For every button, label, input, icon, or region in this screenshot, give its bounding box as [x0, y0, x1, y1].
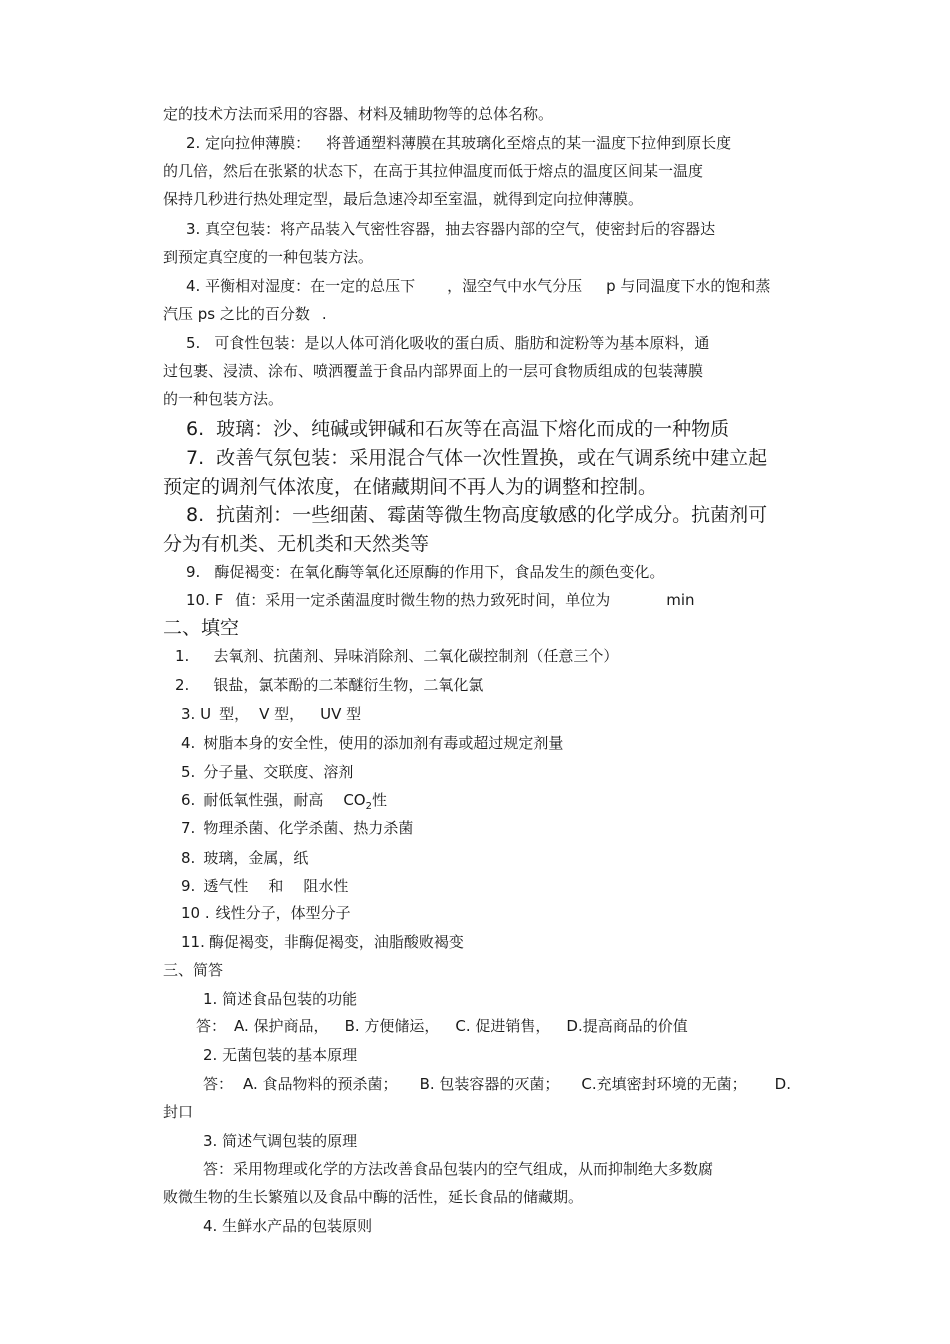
- definition-6-text: 玻璃：沙、纯碱或钾碱和石灰等在高温下熔化而成的一种物质: [216, 418, 730, 440]
- definition-5-line-3: 的一种包装方法。: [163, 390, 284, 408]
- fill-item-6: [181, 790, 387, 817]
- fill-item-5: [181, 762, 353, 782]
- fill-item-text: 树脂本身的安全性，使用的添加剂有毒或超过规定剂量: [203, 734, 564, 752]
- short-question-4: 4. 生鲜水产品的包装原则: [203, 1217, 373, 1235]
- fill-item-number: 4.: [181, 734, 196, 752]
- fill-item-2: [175, 675, 483, 695]
- fill-item-text: 性: [371, 791, 387, 809]
- fill-item-10: [181, 903, 351, 923]
- fill-section-heading: 二、填空: [163, 617, 240, 639]
- definition-10-term: 10. F: [186, 591, 224, 609]
- fill-item-number: 9.: [181, 877, 196, 895]
- fill-item-text: 银盐，氯苯酚的二苯醚衍生物，二氧化氯: [213, 676, 484, 694]
- short-question-2: 2. 无菌包装的基本原理: [203, 1046, 358, 1064]
- fill-item-number: 5.: [181, 763, 196, 781]
- definition-8-line-2: 分为有机类、无机类和天然类等: [163, 533, 430, 555]
- definition-7-text: 改善气氛包装：采用混合气体一次性置换，或在气调系统中建立起: [216, 447, 768, 469]
- short-question-3: 3. 简述气调包装的原理: [203, 1132, 358, 1150]
- answer-part: C.充填密封环境的无菌；: [581, 1075, 747, 1093]
- definition-2-line-1: [186, 133, 731, 153]
- definition-8-line-1: [186, 502, 767, 528]
- fill-item-number: 8.: [181, 849, 196, 867]
- definition-5-line-1: [186, 333, 709, 353]
- definition-2-line-2: 的几倍，然后在张紧的状态下，在高于其拉伸温度而低于熔点的温度区间某一温度: [163, 162, 704, 180]
- fill-item-text: 分子量、交联度、溶剂: [203, 763, 354, 781]
- fill-item-text: 物理杀菌、化学杀菌、热力杀菌: [203, 819, 414, 837]
- answer-part: D.提高商品的价值: [566, 1017, 688, 1035]
- fill-item-9: [181, 876, 348, 896]
- answer-label: 答：: [203, 1075, 234, 1093]
- definition-6-number: 6.: [186, 418, 205, 440]
- definition-9: [186, 562, 664, 582]
- definition-4-part-b: ，湿空气中水气分压: [447, 277, 583, 295]
- definition-3-line-1: 3. 真空包装：将产品装入气密性容器，抽去容器内部的空气，使密封后的容器达: [186, 220, 716, 238]
- co2-formula: CO: [343, 791, 366, 809]
- fill-item-11: [181, 932, 464, 952]
- fill-item-text: 线性分子，体型分子: [215, 904, 351, 922]
- answer-part: B. 包装容器的灭菌；: [419, 1075, 560, 1093]
- short-answer-2-line-2: 封口: [163, 1103, 194, 1121]
- definition-4-period: .: [321, 305, 327, 323]
- definition-4-line-1: [186, 276, 770, 296]
- fill-item-7: [181, 818, 413, 838]
- definition-2-term: 2. 定向拉伸薄膜：: [186, 134, 311, 152]
- definition-4-part-a: 4. 平衡相对湿度：在一定的总压下: [186, 277, 416, 295]
- fill-item-1: [175, 646, 618, 666]
- definition-5-text: 可食性包装：是以人体可消化吸收的蛋白质、脂肪和淀粉等为基本原料，通: [214, 334, 710, 352]
- definition-10-text: 值：采用一定杀菌温度时微生物的热力致死时间，单位为: [235, 591, 611, 609]
- definition-4-line-2: [163, 304, 327, 324]
- definition-3-line-2: 到预定真空度的一种包装方法。: [163, 248, 374, 266]
- definition-4-part-d: 汽压 ps 之比的百分数: [163, 305, 310, 323]
- answer-part: C. 促进销售，: [455, 1017, 551, 1035]
- short-answer-3-line-1: 答：采用物理或化学的方法改善食品包装内的空气组成，从而抑制绝大多数腐: [203, 1160, 714, 1178]
- fill-item-number: 1.: [175, 647, 190, 665]
- short-answer-3-line-2: 败微生物的生长繁殖以及食品中酶的活性，延长食品的储藏期。: [163, 1188, 584, 1206]
- definition-4-part-c: p 与同温度下水的饱和蒸: [606, 277, 771, 295]
- definition-10: [186, 590, 695, 610]
- fill-item-3: [181, 704, 361, 724]
- answer-label: 答：: [196, 1017, 227, 1035]
- short-section-heading: 三、简答: [163, 961, 224, 979]
- definition-2-text: 将普通塑料薄膜在其玻璃化至熔点的某一温度下拉伸到原长度: [326, 134, 732, 152]
- definition-9-number: 9.: [186, 563, 201, 581]
- fill-item-text: 和: [268, 877, 284, 895]
- fill-item-text: 耐低氧性强，耐高: [203, 791, 324, 809]
- fill-item-text: 透气性: [203, 877, 249, 895]
- definition-6: [186, 416, 729, 442]
- definition-9-text: 酶促褐变：在氧化酶等氧化还原酶的作用下，食品发生的颜色变化。: [214, 563, 665, 581]
- fill-item-text: 玻璃，金属，纸: [203, 849, 309, 867]
- fill-item-text: 去氧剂、抗菌剂、异味消除剂、二氧化碳控制剂（任意三个）: [213, 647, 619, 665]
- fill-item-number: 7.: [181, 819, 196, 837]
- answer-part: B. 方便储运，: [344, 1017, 440, 1035]
- answer-part: A. 保护商品，: [234, 1017, 329, 1035]
- definition-8-text: 抗菌剂：一些细菌、霉菌等微生物高度敏感的化学成分。抗菌剂可: [216, 504, 768, 526]
- definition-7-line-2: 预定的调剂气体浓度，在储藏期间不再人为的调整和控制。: [163, 476, 658, 498]
- definition-continuation: 定的技术方法而采用的容器、材料及辅助物等的总体名称。: [163, 105, 554, 123]
- fill-item-number: 10 .: [181, 904, 210, 922]
- fill-item-text: 型，: [219, 705, 250, 723]
- fill-item-4: [181, 733, 563, 753]
- fill-item-text: UV 型: [320, 705, 362, 723]
- fill-item-text: V 型，: [259, 705, 305, 723]
- co2-subscript: 2: [365, 801, 372, 812]
- definition-10-unit: min: [666, 591, 695, 609]
- definition-2-line-3: 保持几秒进行热处理定型，最后急速冷却至室温，就得到定向拉伸薄膜。: [163, 190, 644, 208]
- definition-7-line-1: [186, 445, 767, 471]
- definition-5-number: 5.: [186, 334, 201, 352]
- fill-item-text: 酶促褐变，非酶促褐变，油脂酸败褐变: [208, 933, 464, 951]
- definition-8-number: 8.: [186, 504, 205, 526]
- answer-part: A. 食品物料的预杀菌；: [243, 1075, 398, 1093]
- short-answer-1: [196, 1016, 688, 1036]
- definition-5-line-2: 过包裹、浸渍、涂布、喷洒覆盖于食品内部界面上的一层可食物质组成的包装薄膜: [163, 362, 704, 380]
- fill-item-text: 阻水性: [303, 877, 349, 895]
- answer-part: D.: [774, 1075, 791, 1093]
- definition-7-number: 7.: [186, 447, 205, 469]
- fill-item-number: 3. U: [181, 705, 212, 723]
- fill-item-number: 11.: [181, 933, 205, 951]
- short-answer-2-line-1: [203, 1074, 791, 1094]
- fill-item-number: 6.: [181, 791, 196, 809]
- short-question-1: 1. 简述食品包装的功能: [203, 990, 358, 1008]
- fill-item-8: [181, 848, 308, 868]
- fill-item-number: 2.: [175, 676, 190, 694]
